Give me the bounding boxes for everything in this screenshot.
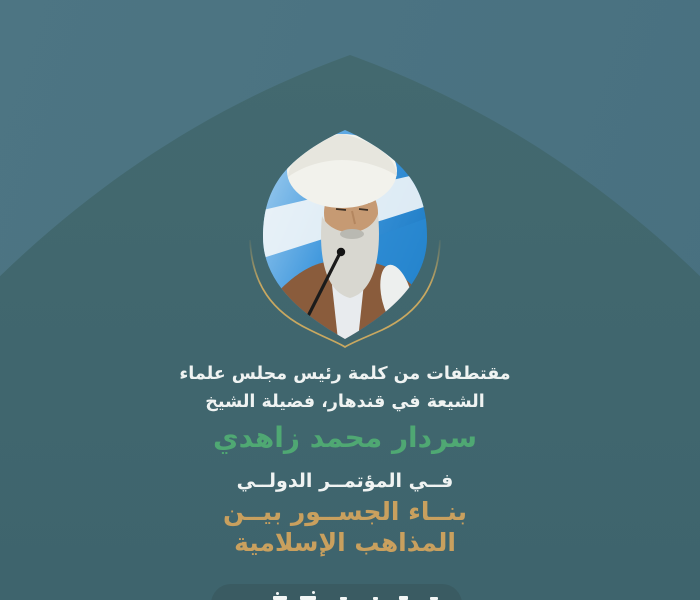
conference-title-line1: بنــاء الجســور بيــن [222, 497, 467, 526]
conference-title-line2: المذاهب الإسلامية [234, 528, 456, 557]
microphone-head [337, 248, 345, 256]
speaker-name: سردار محمد زاهدي [213, 421, 477, 454]
bottom-banner [211, 584, 462, 600]
attribution-line1: مقتطفات من كلمة رئيس مجلس علماء [179, 364, 511, 384]
conference-intro: فــي المؤتمــر الدولــي [236, 470, 454, 492]
attribution-text [0, 360, 690, 416]
conference-title [0, 496, 690, 558]
mustache [340, 229, 364, 239]
attribution-line2: الشيعة في قندهار، فضيلة الشيخ [205, 392, 485, 412]
